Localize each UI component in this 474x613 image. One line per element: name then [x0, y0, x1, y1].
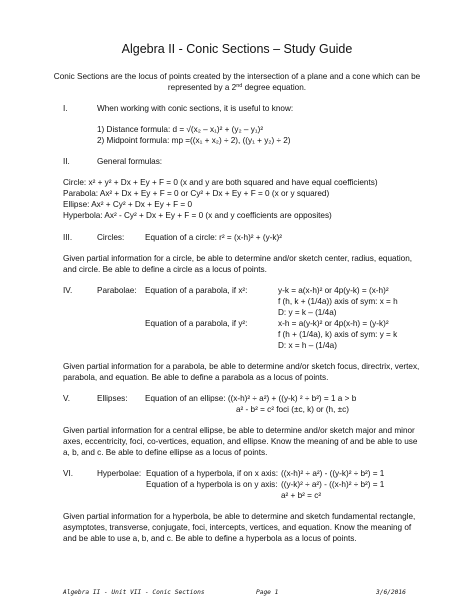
- hyperbola-x-label: Equation of a hyperbola, if on x axis:: [146, 469, 278, 478]
- circles-label: Circles:: [97, 233, 125, 242]
- hyperbola-para-2: asymptotes, transverse, conjugate, foci, intercepts, vertices, and equation. Know the meaning of: [63, 523, 412, 532]
- parabola-x-label: Equation of a parabola, if x²:: [145, 286, 248, 295]
- ellipse-equation: Equation of an ellipse: ((x-h)² ÷ a²) + ((y-k) ² ÷ b²) = 1 a > b: [145, 394, 357, 403]
- ellipses-label: Ellipses:: [97, 394, 128, 403]
- hyperbola-para-3: and be able to use a, b, and c. Be able to define a hyperbola as a locus of points.: [63, 534, 357, 543]
- hyperbola-y-equation: ((y-k)² ÷ a²) - ((x-h)² ÷ b²) = 1: [281, 480, 385, 489]
- section-4-numeral: IV.: [63, 286, 73, 295]
- circle-equation: Equation of a circle: r² = (x-h)² + (y-k)²: [145, 233, 282, 242]
- footer-date: 3/6/2016: [376, 589, 406, 596]
- parabolae-label: Parabolae:: [97, 286, 137, 295]
- intro-line-2-post: degree equation.: [242, 83, 307, 92]
- general-ellipse: Ellipse: Ax² + Cy² + Dx + Ey + F = 0: [63, 200, 193, 209]
- hyperbola-para-1: Given partial information for a hyperbola, be able to determine and sketch fundamental rectangle,: [63, 512, 416, 521]
- section-2-numeral: II.: [63, 157, 70, 166]
- section-1-numeral: I.: [63, 104, 68, 113]
- parabola-y-line-3: D: x = h – (1/4a): [278, 341, 337, 350]
- distance-formula: 1) Distance formula: d = √(x₂ – x₁)² + (y₂ – y₁)²: [97, 125, 264, 134]
- parabola-para-1: Given partial information for a parabola, be able to determine and/or sketch focus, directrix, vertex,: [63, 362, 420, 371]
- intro-line-1: Conic Sections are the locus of points created by the intersection of a plane and a cone which can be: [53, 72, 421, 81]
- ellipse-foci: a² - b² = c² foci (±c, k) or (h, ±c): [236, 405, 349, 414]
- hyperbola-c-relation: a² + b² = c²: [281, 491, 322, 500]
- hyperbola-y-label: Equation of a hyperbola is on y axis:: [146, 480, 278, 489]
- hyperbola-x-equation: ((x-h)² ÷ a²) - ((y-k)² ÷ b²) = 1: [281, 469, 385, 478]
- hyperbolae-label: Hyperbolae:: [97, 469, 142, 478]
- ellipse-para-3: a, b, and c. Be able to define ellipse as a locus of points.: [63, 448, 268, 457]
- parabola-y-label: Equation of a parabola, if y²:: [145, 319, 248, 328]
- parabola-y-line-2: f (h + (1/4a), k) axis of sym: y = k: [278, 330, 398, 339]
- parabola-para-2: parabola, and equation. Be able to define a parabola as a locus of points.: [63, 373, 329, 382]
- section-2-heading: General formulas:: [97, 157, 163, 166]
- section-1-heading: When working with conic sections, it is useful to know:: [97, 104, 294, 113]
- footer-course: Algebra II - Unit VII - Conic Sections: [63, 589, 205, 596]
- ellipse-para-1: Given partial information for a central ellipse, be able to determine and/or sketch major and minor: [63, 426, 415, 435]
- section-6-numeral: VI.: [63, 469, 74, 478]
- intro-line-2: [0, 83, 474, 92]
- section-5-numeral: V.: [63, 394, 70, 403]
- parabola-x-line-2: f (h, k + (1/4a)) axis of sym: x = h: [278, 297, 398, 306]
- page-title: Algebra II - Conic Sections – Study Guide: [121, 42, 353, 56]
- ellipse-para-2: axes, eccentricity, foci, co-vertices, equation, and ellipse. Know the meaning of and be able to use: [63, 437, 418, 446]
- footer-page-number: Page 1: [256, 589, 279, 596]
- intro-line-2-sup: nd: [236, 83, 243, 89]
- circle-para-2: and circle. Be able to define a circle as a locus of points.: [63, 265, 267, 274]
- general-hyperbola: Hyperbola: Ax² - Cy² + Dx + Ey + F = 0 (x and y coefficients are opposites): [63, 211, 332, 220]
- parabola-x-line-3: D: y = k – (1/4a): [278, 308, 337, 317]
- parabola-x-line-1: y-k = a(x-h)² or 4p(y-k) = (x-h)²: [278, 286, 389, 295]
- section-3-numeral: III.: [63, 233, 73, 242]
- circle-para-1: Given partial information for a circle, be able to determine and/or sketch center, radius, equation,: [63, 254, 413, 263]
- general-parabola: Parabola: Ax² + Dx + Ey + F = 0 or Cy² + Dx + Ey + F = 0 (x or y squared): [63, 189, 330, 198]
- parabola-y-line-1: x-h = a(y-k)² or 4p(x-h) = (y-k)²: [278, 319, 389, 328]
- midpoint-formula: 2) Midpoint formula: mp =((x₁ + x₂) ÷ 2), ((y₁ + y₂) ÷ 2): [97, 136, 291, 145]
- intro-line-2-pre: represented by a 2: [167, 83, 237, 92]
- general-circle: Circle: x² + y² + Dx + Ey + F = 0 (x and y are both squared and have equal coefficients): [63, 178, 378, 187]
